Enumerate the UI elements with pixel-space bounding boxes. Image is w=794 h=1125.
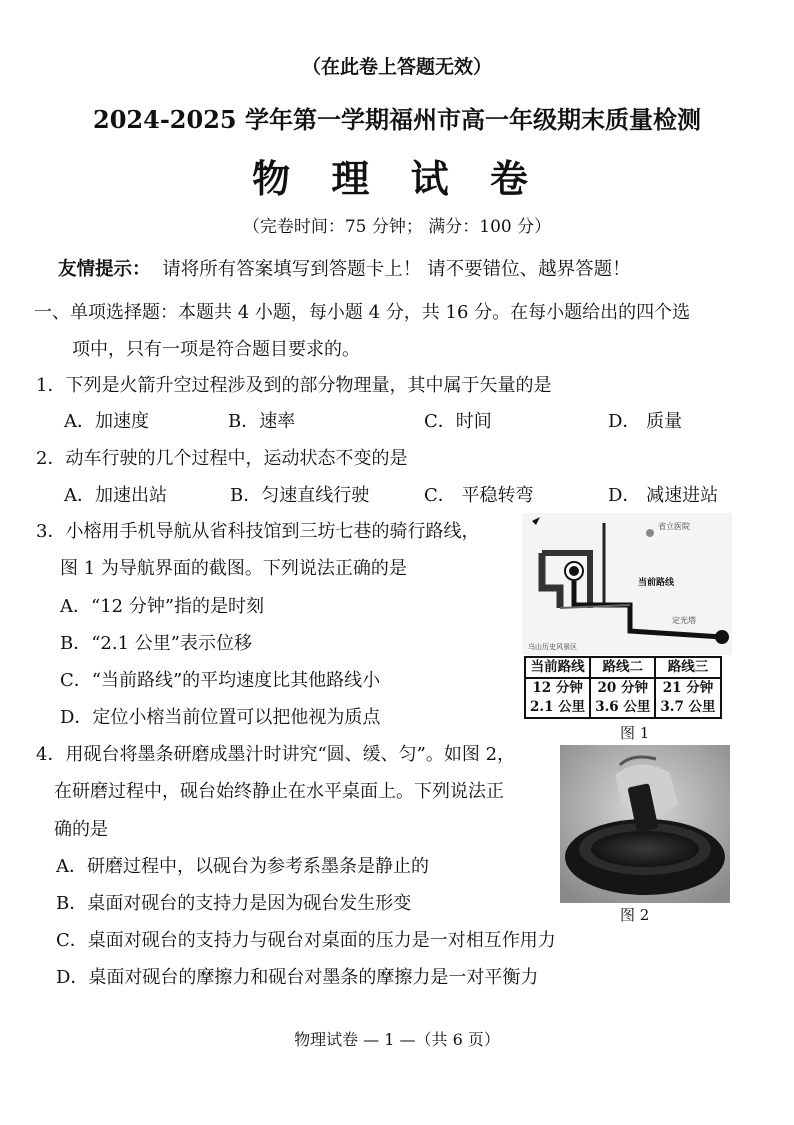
map-label-current-route: 当前路线 (638, 578, 675, 588)
q3-option-c: C．“当前路线”的平均速度比其他路线小 (60, 670, 381, 691)
route-name: 路线二 (590, 657, 655, 678)
route-time: 12 分钟 (525, 678, 590, 698)
q3-option-d: D．定位小榕当前位置可以把他视为质点 (60, 707, 381, 728)
route-comparison-table (524, 656, 722, 719)
page-footer: 物理试卷 — 1 —（共 6 页） (294, 1030, 500, 1049)
route-time-row (525, 678, 721, 698)
map-label-scenic-area: 乌山历史风景区 (528, 643, 577, 651)
q2-option-a: A．加速出站 (64, 485, 167, 506)
route-distance-row (525, 698, 721, 718)
question-2-stem: 2．动车行驶的几个过程中，运动状态不变的是 (36, 448, 408, 469)
q1-option-b: B．速率 (228, 411, 296, 432)
question-4-stem-line1: 4．用砚台将墨条研磨成墨汁时讲究“圆、缓、匀”。如图 2， (36, 744, 516, 765)
friendly-tip (58, 255, 631, 281)
q4-option-b: B．桌面对砚台的支持力是因为砚台发生形变 (56, 893, 412, 914)
q3-option-b: B．“2.1 公里”表示位移 (60, 633, 252, 654)
figure-2-caption: 图 2 (620, 906, 650, 924)
question-3-stem-line2: 图 1 为导航界面的截图。下列说法正确的是 (60, 558, 407, 579)
route-distance: 3.7 公里 (655, 698, 720, 718)
question-3-stem-line1: 3．小榕用手机导航从省科技馆到三坊七巷的骑行路线， (36, 521, 480, 542)
map-label-hospital: 省立医院 (658, 522, 690, 531)
map-label-tower: 定光塔 (672, 616, 696, 625)
q1-option-d: D． 质量 (608, 411, 683, 432)
subject-title: 物 理 试 卷 (252, 156, 542, 201)
route-name-row (525, 657, 721, 678)
route-name: 路线三 (655, 657, 720, 678)
q3-option-a: A．“12 分钟”指的是时刻 (60, 596, 265, 617)
route-distance: 3.6 公里 (590, 698, 655, 718)
route-distance: 2.1 公里 (525, 698, 590, 718)
q2-option-b: B．匀速直线行驶 (230, 485, 370, 506)
exam-notice: （在此卷上答题无效） (301, 56, 492, 78)
q1-option-a: A．加速度 (64, 411, 149, 432)
q4-option-a: A．研磨过程中，以砚台为参考系墨条是静止的 (56, 856, 429, 877)
question-4-stem-line2: 在研磨过程中，砚台始终静止在水平桌面上。下列说法正 (54, 781, 504, 802)
inkstone-photo-figure (560, 745, 730, 903)
navigation-map-figure (522, 513, 732, 655)
tip-text: 请将所有答案填写到答题卡上！ 请不要错位、越界答题！ (162, 259, 631, 280)
q1-option-c: C．时间 (424, 411, 492, 432)
figure-1-caption: 图 1 (620, 724, 650, 742)
tip-label: 友情提示： (58, 259, 151, 280)
q4-option-d: D．桌面对砚台的摩擦力和砚台对墨条的摩擦力是一对平衡力 (56, 967, 539, 988)
q2-option-d: D． 减速进站 (608, 485, 719, 506)
section-heading-line1: 一、单项选择题：本题共 4 小题，每小题 4 分，共 16 分。在每小题给出的四个选 (34, 302, 691, 323)
question-4-stem-line3: 确的是 (54, 819, 108, 840)
section-heading-line2: 项中，只有一项是符合题目要求的。 (72, 339, 360, 360)
route-time: 20 分钟 (590, 678, 655, 698)
route-name: 当前路线 (525, 657, 590, 678)
q4-option-c: C．桌面对砚台的支持力与砚台对桌面的压力是一对相互作用力 (56, 930, 556, 951)
q2-option-c: C． 平稳转弯 (424, 485, 534, 506)
question-1-stem: 1．下列是火箭升空过程涉及到的部分物理量，其中属于矢量的是 (36, 375, 552, 396)
exam-title: 2024-2025 学年第一学期福州市高一年级期末质量检测 (93, 105, 701, 134)
time-info: （完卷时间：75 分钟； 满分：100 分） (242, 217, 552, 237)
route-time: 21 分钟 (655, 678, 720, 698)
